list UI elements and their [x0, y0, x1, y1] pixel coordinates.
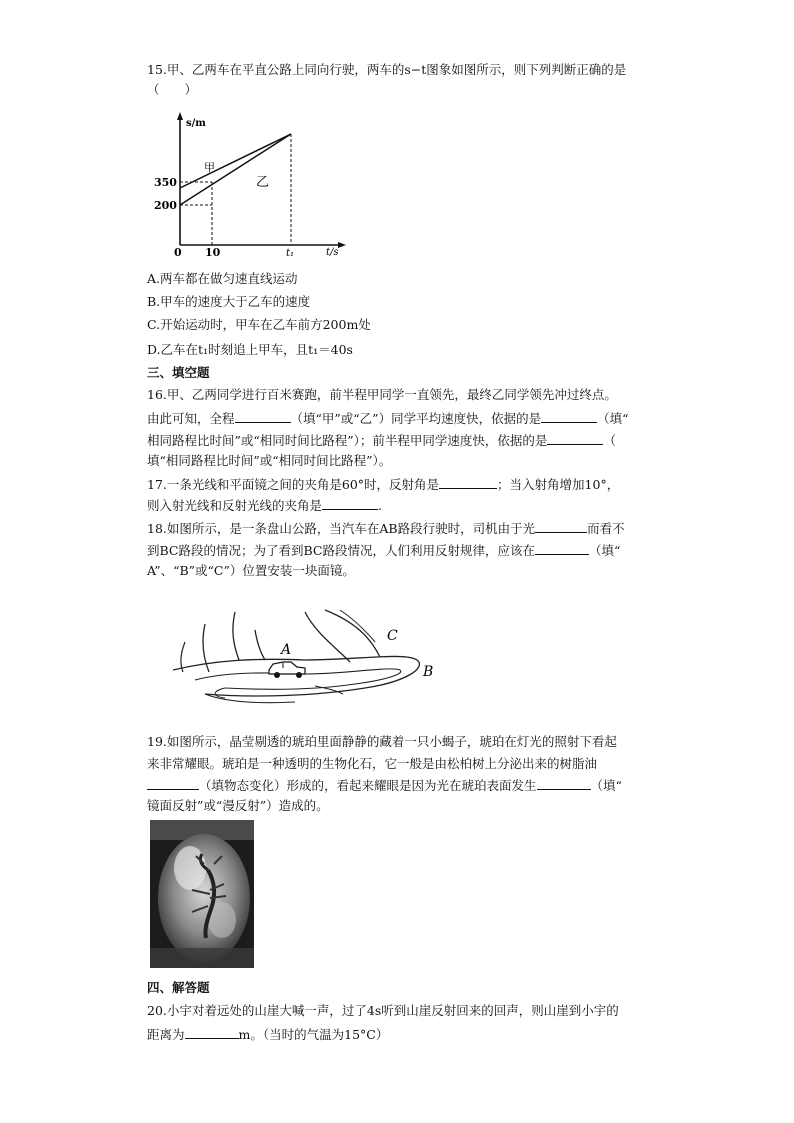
q20-line1: 20.小宇对着远处的山崖大喊一声，过了4s听到山崖反射回来的回声，则山崖到小宇的 — [147, 1003, 619, 1018]
line-jia — [180, 134, 291, 188]
q15-option-b: B.甲车的速度大于乙车的速度 — [147, 294, 311, 309]
q17-text-d: . — [378, 498, 382, 513]
q18-line3: A”、“B”或“C”）位置安装一块面镜。 — [147, 563, 355, 578]
q17-text-a: 17.一条光线和平面镜之间的夹角是60°时，反射角是 — [147, 477, 440, 492]
q16-text-a: 由此可知，全程 — [147, 411, 235, 426]
origin-label: 0 — [174, 246, 182, 259]
q18-text-a: 18.如图所示，是一条盘山公路，当汽车在AB路段行驶时，司机由于光 — [147, 521, 536, 536]
q19-blank-2[interactable] — [537, 775, 591, 790]
q15-stem-line1: 15.甲、乙两车在平直公路上同向行驶，两车的s−t图象如图所示，则下列判断正确的是 — [147, 62, 627, 77]
q16-text-e: （ — [603, 433, 616, 448]
x-tick-t1: t₁ — [286, 248, 295, 259]
q16-line4: 填“相同路程比时间”或“相同时间比路程”）。 — [147, 453, 392, 468]
label-b: B — [423, 664, 434, 680]
q15-st-graph — [154, 108, 350, 259]
q18-text-d: （填“ — [588, 543, 621, 558]
y-axis-arrow-icon — [177, 112, 183, 120]
q17-line1 — [147, 474, 619, 495]
label-jia: 甲 — [204, 161, 215, 174]
amber-scorpion-photo — [150, 820, 254, 968]
q20-text-a: 距离为 — [147, 1027, 185, 1042]
q19-text-a: （填物态变化）形成的，看起来耀眼是因为光在琥珀表面发生 — [199, 778, 537, 793]
q16-line2 — [147, 408, 628, 429]
q17-line2 — [147, 495, 382, 516]
y-axis-label: s/m — [186, 118, 206, 129]
q15-answer-bracket: （ ） — [147, 82, 198, 97]
q16-text-c: （填“ — [597, 411, 629, 426]
q20-text-b: m。（当时的气温为15°C） — [238, 1027, 389, 1042]
q15-option-d: D.乙车在t₁时刻追上甲车，且t₁＝40s — [147, 342, 353, 357]
q18-text-b: 而看不 — [587, 521, 625, 536]
q17-text-b: ；当入射角增加10°， — [497, 477, 620, 492]
q15-option-c: C.开始运动时，甲车在乙车前方200m处 — [147, 317, 371, 332]
q19-line4: 镜面反射”或“漫反射”）造成的。 — [147, 798, 329, 813]
label-c: C — [387, 628, 398, 644]
q16-blank-3[interactable] — [547, 430, 603, 445]
q16-line3 — [147, 430, 616, 451]
q17-text-c: 则入射光线和反射光线的夹角是 — [147, 498, 323, 513]
q15-stem — [147, 60, 626, 80]
label-yi: 乙 — [256, 175, 270, 190]
y-tick-350: 350 — [154, 176, 177, 189]
q20-blank-1[interactable] — [185, 1024, 239, 1039]
q19-blank-1[interactable] — [147, 775, 199, 790]
q19-line2: 来非常耀眼。琥珀是一种透明的生物化石，它一般是由松柏树上分泌出来的树脂油 — [147, 756, 598, 771]
x-axis-label: t/s — [326, 247, 339, 258]
q16-line1: 16.甲、乙两同学进行百米赛跑，前半程甲同学一直领先，最终乙同学领先冲过终点。 — [147, 387, 617, 402]
line-yi — [180, 134, 291, 205]
q18-text-c: 到BC路段的情况；为了看到BC路段情况，人们利用反射规律，应该在 — [147, 543, 535, 558]
q18-blank-2[interactable] — [535, 540, 589, 555]
q16-text-b: （填“甲”或“乙”）同学平均速度快，依据的是 — [290, 411, 542, 426]
q19-line1: 19.如图所示，晶莹剔透的琥珀里面静静的藏着一只小蝎子，琥珀在灯光的照射下看起 — [147, 734, 617, 749]
q19-text-b: （填“ — [590, 778, 622, 793]
q17-blank-1[interactable] — [439, 474, 497, 489]
q15-stem-bracket — [147, 80, 197, 100]
label-a: A — [281, 642, 292, 658]
q20-line2 — [147, 1024, 388, 1045]
q16-text-d: 相同路程比时间”或“相同时间比路程”）；前半程甲同学速度快，依据的是 — [147, 433, 548, 448]
q16-blank-2[interactable] — [541, 408, 597, 423]
y-tick-200: 200 — [154, 199, 177, 212]
q19-line3 — [147, 775, 622, 796]
q17-blank-2[interactable] — [322, 495, 378, 510]
car-icon — [269, 662, 305, 678]
q15-option-a: A.两车都在做匀速直线运动 — [147, 271, 298, 286]
q16-blank-1[interactable] — [235, 408, 291, 423]
section-4-title: 四、解答题 — [147, 980, 210, 995]
mountain-road-figure — [165, 602, 445, 712]
q18-line1 — [147, 518, 625, 539]
x-tick-10: 10 — [205, 246, 221, 259]
q18-line2 — [147, 540, 620, 561]
q18-blank-1[interactable] — [535, 518, 587, 533]
section-3-title: 三、填空题 — [147, 365, 210, 380]
x-axis-arrow-icon — [338, 242, 346, 248]
